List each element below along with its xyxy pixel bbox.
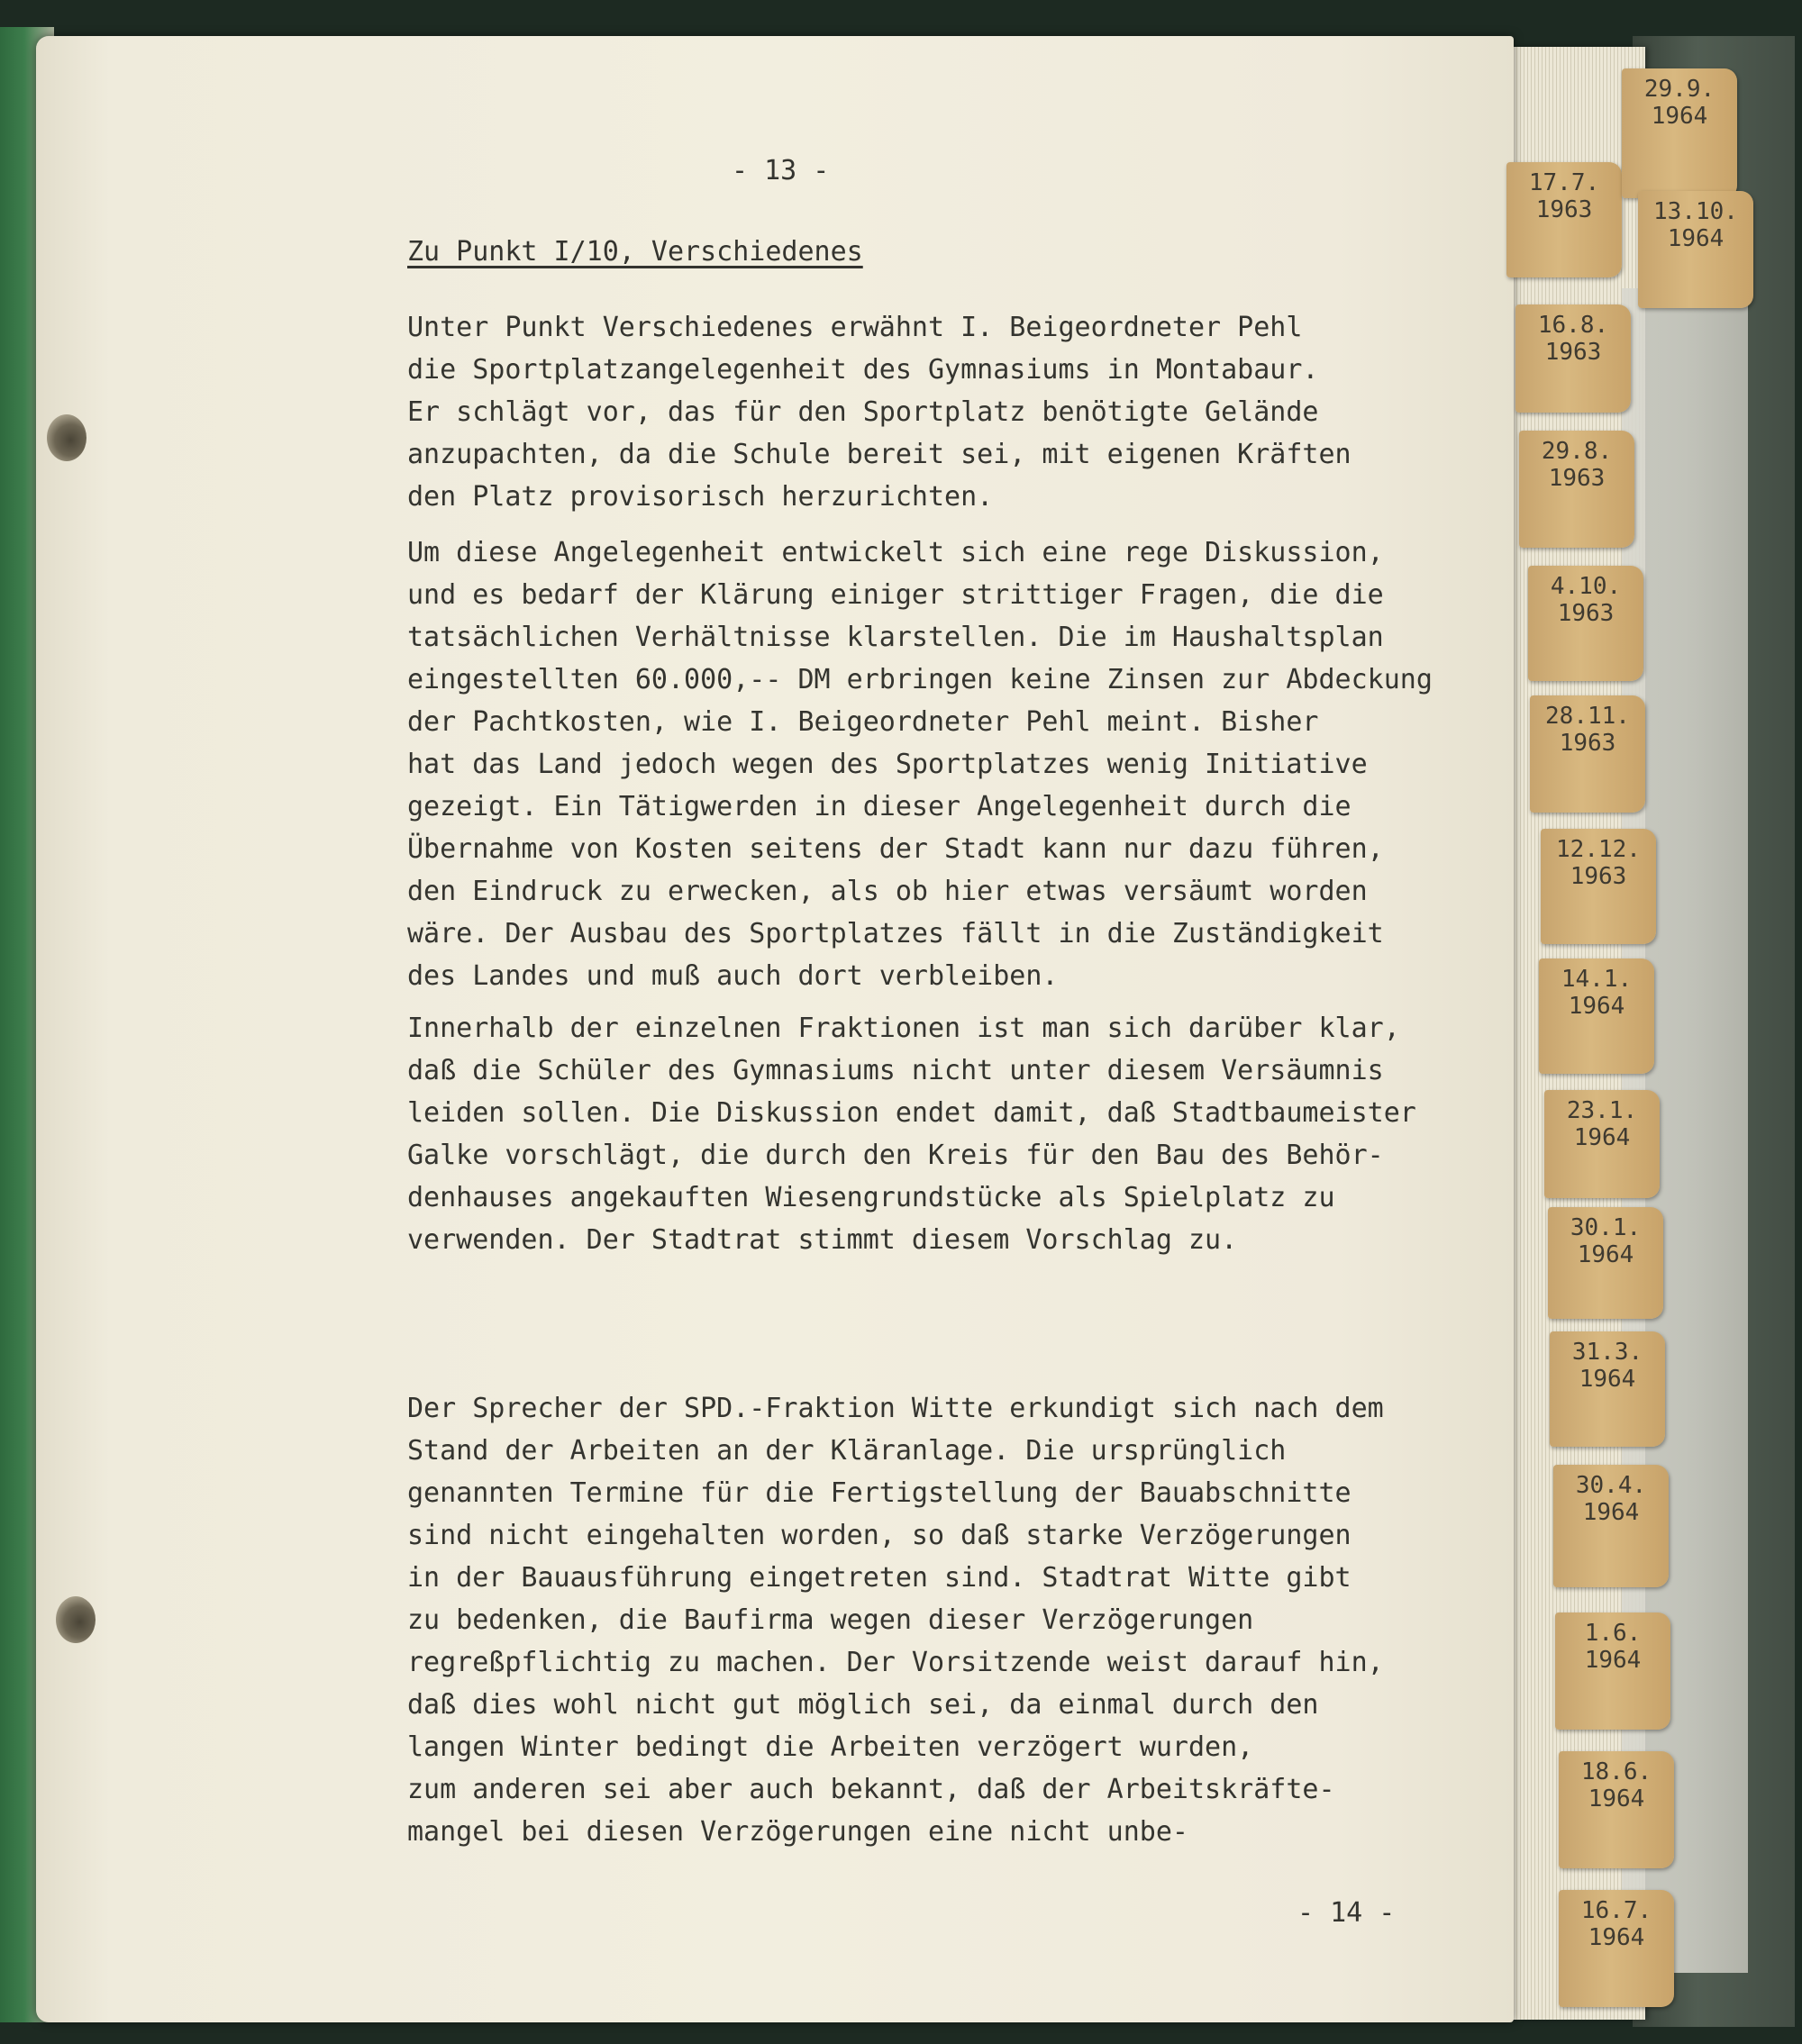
paragraph-diskussion: Um diese Angelegenheit entwickelt sich eine rege Diskussion, und es bedarf der Klärung einiger strittiger Fragen, die die tatsächlichen Verhältnisse klarstellen. Die im Haushaltsplan eingestellten 60.000,-- DM erbringen keine Zinsen zur Abdeckung der Pachtkosten, wie I. Beigeordneter Pehl meint. Bisher hat das Land jedoch wegen des Sportplatzes wenig Initiative gezeigt. Ein Tätigwerden in dieser Angelegenheit durch die Übernahme von Kosten seitens der Stadt kann nur dazu führen, den Eindruck zu erwecken, als ob hier etwas versäumt worden wäre. Der Ausbau des Sportplatzes fällt in die Zuständigkeit des Landes und muß auch dort verbleiben. bbox=[407, 537, 1433, 992]
date-tab[interactable]: 1.6. 1964 bbox=[1555, 1612, 1670, 1730]
date-tab[interactable]: 31.3. 1964 bbox=[1550, 1331, 1665, 1447]
page-number-footer: - 14 - bbox=[1297, 1897, 1396, 1929]
section-heading: Zu Punkt I/10, Verschiedenes bbox=[407, 236, 863, 268]
date-tab[interactable]: 18.6. 1964 bbox=[1559, 1751, 1674, 1868]
date-tab[interactable]: 17.7. 1963 bbox=[1506, 162, 1622, 277]
date-tab[interactable]: 14.1. 1964 bbox=[1539, 958, 1654, 1074]
punch-hole-bottom bbox=[56, 1596, 96, 1643]
page-number-header: - 13 - bbox=[732, 155, 830, 186]
date-tab[interactable]: 28.11. 1963 bbox=[1530, 695, 1645, 813]
date-tab[interactable]: 30.4. 1964 bbox=[1553, 1465, 1669, 1587]
paragraph-fraktionen: Innerhalb der einzelnen Fraktionen ist man sich darüber klar, daß die Schüler des Gymnasiums nicht unter diesem Versäumnis leiden sollen. Die Diskussion endet damit, daß Stadtbaumeister Galke vorschlägt, die durch den Kreis für den Bau des Behör- denhauses angekauften Wiesengrundstücke als Spielplatz zu verwenden. Der Stadtrat stimmt diesem Vorschlag zu. bbox=[407, 1013, 1416, 1256]
date-tab[interactable]: 30.1. 1964 bbox=[1548, 1207, 1663, 1319]
date-tab[interactable]: 12.12. 1963 bbox=[1541, 829, 1656, 944]
date-tab[interactable]: 16.7. 1964 bbox=[1559, 1890, 1674, 2007]
paragraph-sportplatz: Unter Punkt Verschiedenes erwähnt I. Beigeordneter Pehl die Sportplatzangelegenheit des Gymnasiums in Montabaur. Er schlägt vor, das für den Sportplatz benötigte Gelände anzupachten, da die Schule bereit sei, mit eigenen Kräften den Platz provisorisch herzurichten. bbox=[407, 312, 1352, 513]
date-tab[interactable]: 16.8. 1963 bbox=[1515, 304, 1631, 413]
date-tab[interactable]: 29.9. 1964 bbox=[1622, 68, 1737, 198]
date-tab[interactable]: 4.10. 1963 bbox=[1528, 566, 1643, 681]
punch-hole-top bbox=[47, 414, 86, 461]
paragraph-klaeranlage: Der Sprecher der SPD.-Fraktion Witte erkundigt sich nach dem Stand der Arbeiten an der Kläranlage. Die ursprünglich genannten Termine für die Fertigstellung der Bauabschnitte sind nicht eingehalten worden, so daß starke Verzögerungen in der Bauausführung eingetreten sind. Stadtrat Witte gibt zu bedenken, die Baufirma wegen dieser Verzögerungen regreßpflichtig zu machen. Der Vorsitzende weist darauf hin, daß dies wohl nicht gut möglich sei, da einmal durch den langen Winter bedingt die Arbeiten verzögert wurden, zum anderen sei aber auch bekannt, daß der Arbeitskräfte- mangel bei diesen Verzögerungen eine nicht unbe- bbox=[407, 1393, 1384, 1848]
date-tab[interactable]: 29.8. 1963 bbox=[1519, 431, 1634, 548]
date-tab[interactable]: 13.10. 1964 bbox=[1638, 191, 1753, 308]
date-tab[interactable]: 23.1. 1964 bbox=[1544, 1090, 1660, 1198]
